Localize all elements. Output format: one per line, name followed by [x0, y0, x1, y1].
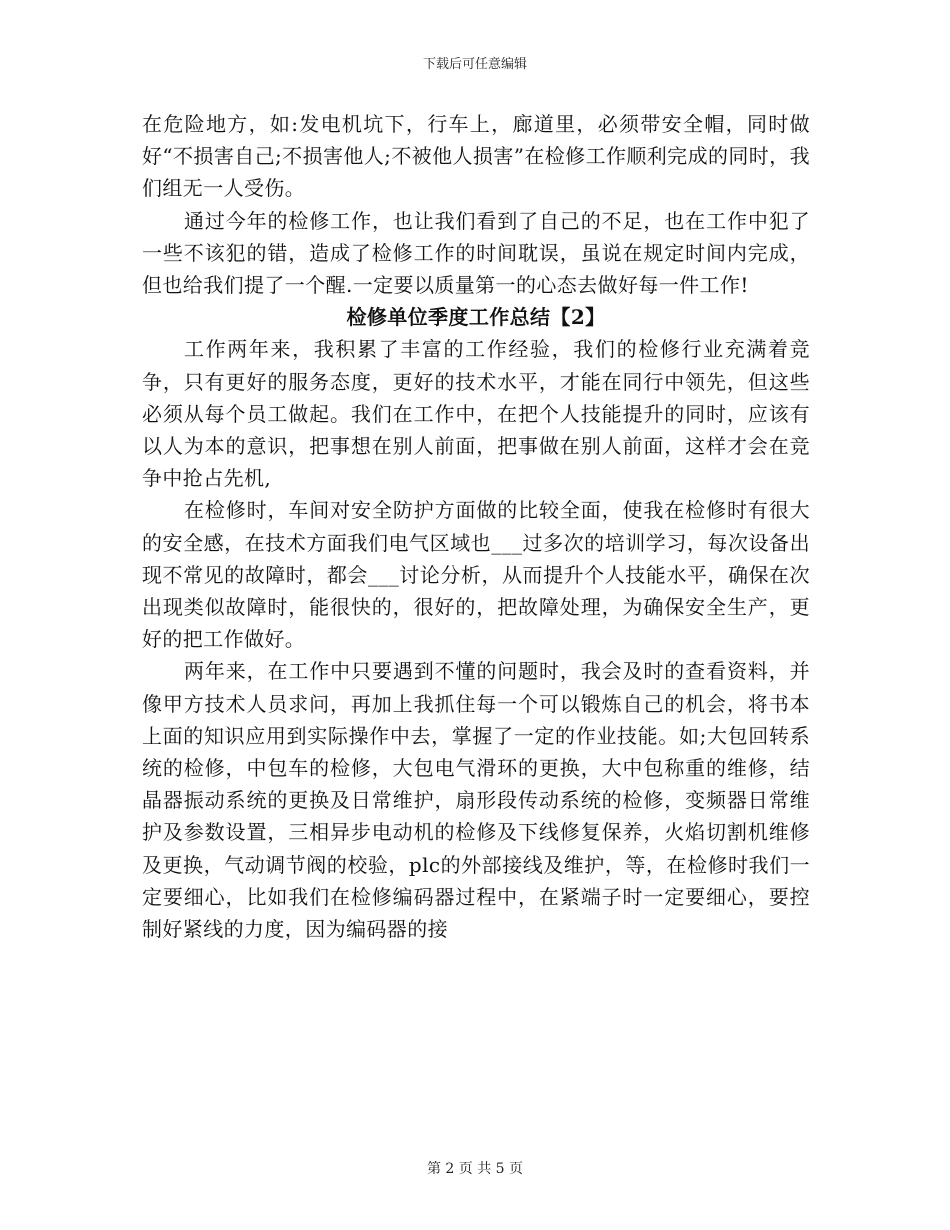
paragraph-5: 两年来，在工作中只要遇到不懂的问题时，我会及时的查看资料，并像甲方技术人员求问，再加上我抓住每一个可以锻炼自己的机会，将书本上面的知识应用到实际操作中去，掌握了一定的作业技能。如;大包回转系统的检修，中包车的检修，大包电气滑环的更换，大中包称重的维修，结晶器振动系统的更换及日常维护，扇形段传动系统的检修，变频器日常维护及参数设置，三相异步电动机的检修及下线修复保养，火焰切割机维修及更换，气动调节阀的校验，plc的外部接线及维护，等，在检修时我们一定要细心，比如我们在检修编码器过程中，在紧端子时一定要细心，要控制好紧线的力度，因为编码器的接 — [142, 659, 810, 942]
document-body — [142, 108, 810, 945]
paragraph-1: 在危险地方，如:发电机坑下，行车上，廊道里，必须带安全帽，同时做好“不损害自己;不损害他人;不被他人损害”在检修工作顺利完成的同时，我们组无一人受伤。 — [142, 112, 810, 201]
paragraph-2: 通过今年的检修工作，也让我们看到了自己的不足，也在工作中犯了一些不该犯的错，造成了检修工作的时间耽误，虽说在规定时间内完成，但也给我们提了一个醒.一定要以质量第一的心态去做好每一件工作! — [142, 208, 810, 298]
page-header: 下载后可任意编辑 — [422, 57, 527, 72]
section-title: 检修单位季度工作总结【2】 — [346, 305, 606, 330]
paragraph-3: 工作两年来，我积累了丰富的工作经验，我们的检修行业充满着竞争，只有更好的服务态度，更好的技术水平，才能在同行中领先，但这些必须从每个员工做起。我们在工作中，在把个人技能提升的同时，应该有以人为本的意识，把事想在别人前面，把事做在别人前面，这样才会在竞争中抢占先机, — [142, 337, 810, 491]
page-number: 第 2 页 共 5 页 — [426, 1161, 524, 1177]
paragraph-4: 在检修时，车间对安全防护方面做的比较全面，使我在检修时有很大的安全感，在技术方面我们电气区域也___过多次的培训学习，每次设备出现不常见的故障时，都会___讨论分析，从而提升个人技能水平，确保在次出现类似故障时，能很快的，很好的，把故障处理，为确保安全生产，更好的把工作做好。 — [142, 498, 810, 652]
